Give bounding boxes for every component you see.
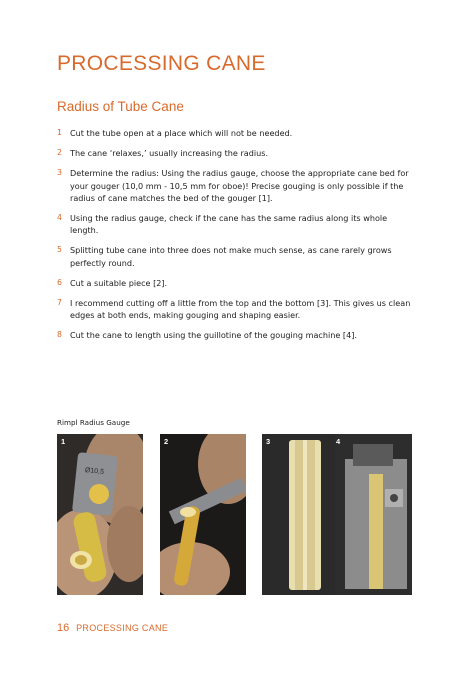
photo-number: 3 bbox=[266, 437, 271, 446]
step-text: Determine the radius: Using the radius gauge, choose the appropriate cane bed for your gouger (10,0 mm - 10,5 mm for oboe)! Precise gouging is only possible if the radius of cane matches the bed of the gouger [1]. bbox=[70, 168, 409, 203]
step-text: Splitting tube cane into three does not make much sense, as cane rarely grows perfectly round. bbox=[70, 245, 392, 268]
list-item bbox=[57, 297, 417, 321]
step-text: Cut the cane to length using the guillotine of the gouging machine [4]. bbox=[70, 330, 357, 341]
step-text: Using the radius gauge, check if the cane has the same radius along its whole length. bbox=[70, 213, 388, 236]
list-item bbox=[57, 147, 417, 159]
step-number: 4 bbox=[57, 213, 62, 223]
step-number: 3 bbox=[57, 168, 62, 178]
photo-radius-gauge bbox=[57, 434, 143, 595]
step-text: The cane ‘relaxes,’ usually increasing the radius. bbox=[70, 148, 269, 159]
step-number: 1 bbox=[57, 128, 62, 137]
step-number: 8 bbox=[57, 330, 62, 340]
list-item bbox=[57, 277, 417, 289]
list-item bbox=[57, 127, 417, 139]
step-number: 6 bbox=[57, 277, 62, 287]
section-heading: Radius of Tube Cane bbox=[57, 99, 184, 114]
step-text: Cut a suitable piece [2]. bbox=[70, 277, 168, 288]
list-item bbox=[57, 167, 417, 204]
list-item bbox=[57, 329, 417, 341]
step-text: I recommend cutting off a little from the top and the bottom [3]. This gives us clean edges at both ends, making gouging and shaping easier. bbox=[70, 298, 411, 321]
step-number: 7 bbox=[57, 298, 62, 308]
page-number: 16 bbox=[57, 622, 70, 634]
photo-number: 1 bbox=[61, 437, 66, 446]
footer-title: PROCESSING CANE bbox=[76, 623, 169, 633]
photo-number: 2 bbox=[164, 437, 169, 446]
step-number: 2 bbox=[57, 148, 62, 158]
photo-number: 4 bbox=[336, 437, 341, 446]
step-number: 5 bbox=[57, 245, 62, 255]
gauge-and-cane-image bbox=[57, 434, 143, 595]
step-list bbox=[57, 127, 417, 350]
photo-guillotine bbox=[332, 434, 412, 595]
page-title: PROCESSING CANE bbox=[57, 52, 266, 75]
cutting-cane-image bbox=[160, 434, 246, 595]
gauge-label: Ø10,5 bbox=[84, 466, 105, 476]
list-item bbox=[57, 244, 417, 268]
list-item bbox=[57, 212, 417, 236]
page-footer bbox=[57, 622, 168, 634]
step-text: Cut the tube open at a place which will not be needed. bbox=[70, 128, 293, 138]
photo-caption: Rimpl Radius Gauge bbox=[57, 418, 130, 427]
guillotine-image bbox=[332, 434, 412, 595]
photo-cutting-cane bbox=[160, 434, 246, 595]
